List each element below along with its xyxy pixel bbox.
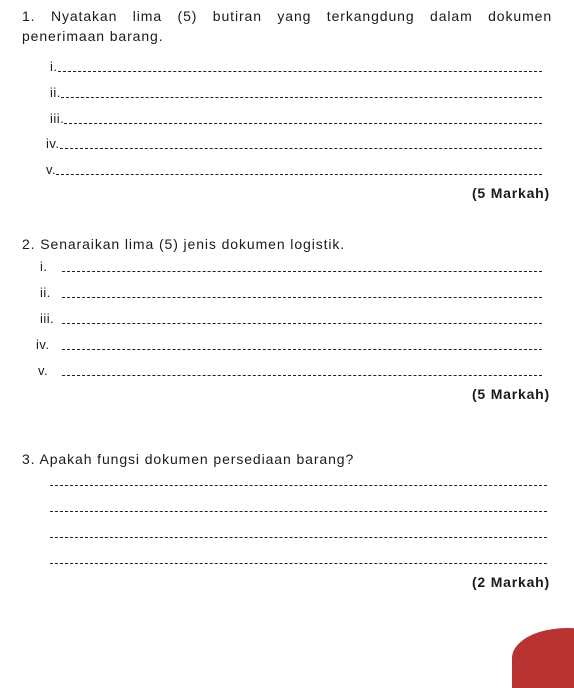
question-2-item-label-5: v. — [38, 363, 49, 378]
question-2-item-label-4: iv. — [36, 337, 50, 352]
question-1-item-label-2: ii. — [50, 85, 61, 100]
question-1-text: 1. Nyatakan lima (5) butiran yang terkangdung dalam dokumen penerimaan barang. — [22, 8, 552, 44]
question-1-answer-line-4[interactable] — [46, 135, 542, 151]
question-1-answer-line-2[interactable] — [50, 84, 542, 100]
question-2-marks: (5 Markah) — [471, 386, 550, 402]
question-3-text: 3. Apakah fungsi dokumen persediaan barang? — [22, 451, 355, 467]
question-1-dashed-line-5 — [56, 174, 542, 175]
question-2-item-label-2: ii. — [40, 285, 51, 300]
question-2-dashed-line-3 — [62, 323, 542, 324]
question-2-dashed-line-1 — [62, 271, 542, 272]
question-3-answer-line-3[interactable] — [50, 537, 547, 538]
question-1-dashed-line-1 — [58, 71, 543, 72]
question-2-answer-line-2[interactable] — [40, 284, 542, 300]
question-1-dashed-line-3 — [64, 123, 542, 124]
question-2-dashed-line-5 — [62, 375, 542, 376]
question-1-dashed-line-4 — [60, 148, 542, 149]
question-1-marks: (5 Markah) — [471, 185, 550, 201]
question-1-dashed-line-2 — [61, 97, 542, 98]
question-3-answer-line-1[interactable] — [50, 485, 547, 486]
question-1-item-label-3: iii. — [50, 111, 65, 126]
question-2-dashed-line-4 — [62, 349, 542, 350]
question-3-answer-line-4[interactable] — [50, 563, 547, 564]
question-1-item-label-4: iv. — [46, 136, 60, 151]
corner-decoration — [512, 628, 574, 688]
question-3-answer-line-2[interactable] — [50, 511, 547, 512]
question-2-dashed-line-2 — [62, 297, 542, 298]
question-2-answer-line-4[interactable] — [36, 336, 542, 352]
question-2-item-label-3: iii. — [40, 311, 55, 326]
question-1-answer-line-3[interactable] — [50, 110, 542, 126]
question-1-item-label-5: v. — [46, 162, 57, 177]
question-2-answer-line-5[interactable] — [38, 362, 542, 378]
question-1-answer-line-1[interactable] — [50, 58, 542, 74]
question-1-item-label-1: i. — [50, 59, 58, 74]
question-2-answer-line-3[interactable] — [40, 310, 542, 326]
question-3-marks: (2 Markah) — [471, 574, 550, 590]
question-1-answer-line-5[interactable] — [46, 161, 542, 177]
question-2-text: 2. Senaraikan lima (5) jenis dokumen logistik. — [22, 236, 346, 252]
question-2-answer-line-1[interactable] — [40, 258, 542, 274]
question-2-item-label-1: i. — [40, 259, 48, 274]
